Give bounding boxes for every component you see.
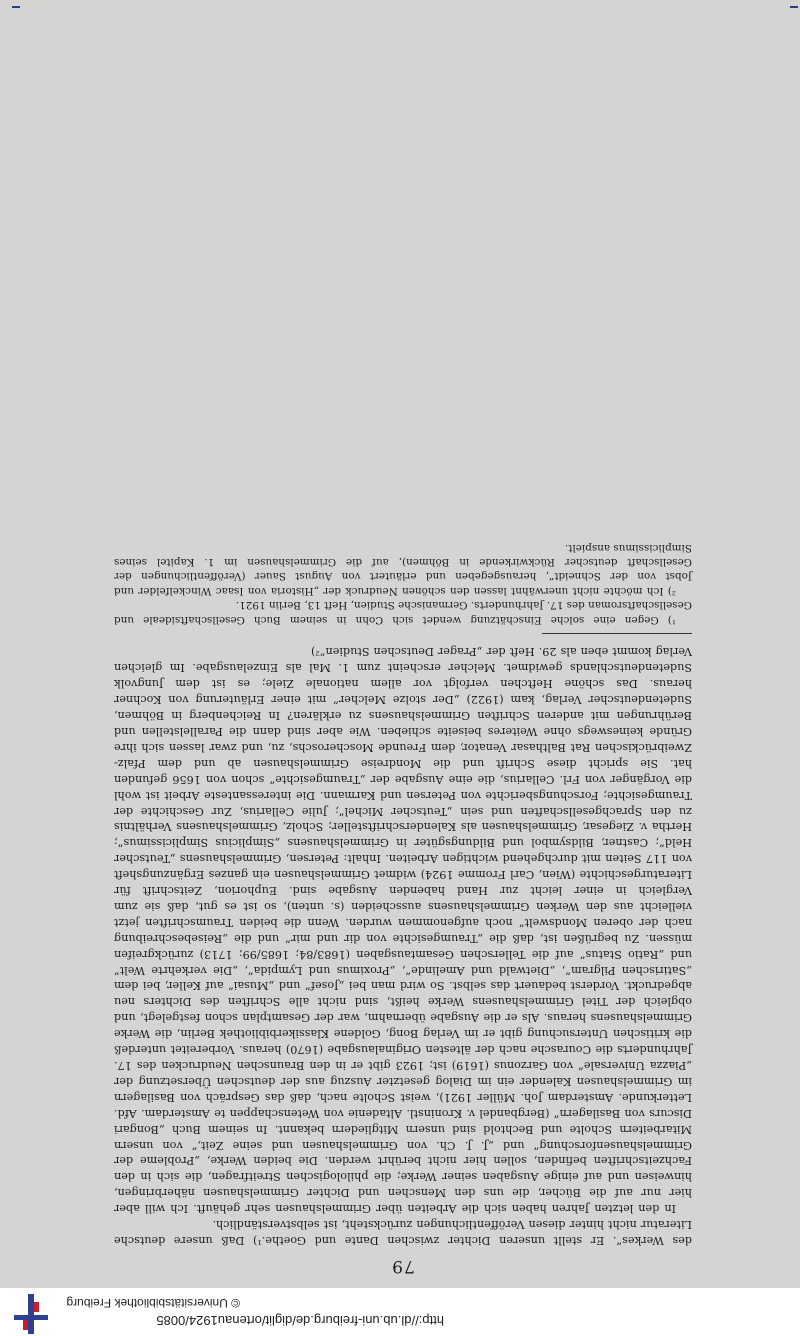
- university-logo-icon: [14, 1294, 48, 1334]
- footnote-rule: [542, 633, 692, 634]
- paragraph: des Werkes“. Er stellt unseren Dichter zwischen Dante und Goethe.¹) Daß unsere deutsche Literatur nicht hinter diesen Veröffentlichungen zurücksteht, ist selbstverständlich.: [114, 1218, 692, 1247]
- footnote: ¹) Gegen eine solche Einschätzung wendet sich Cohn in seinem Buch Gesellschaftsideale und Gesellschaftsroman des 17. Jahrhunderts. Germanische Studien, Heft 13, Berlin 1921.: [114, 599, 692, 626]
- viewer-header: [0, 1288, 800, 1336]
- scan-corner-mark: [790, 6, 798, 8]
- body-text: [114, 644, 692, 1248]
- footnotes: [114, 540, 692, 626]
- paragraph: In den letzten Jahren haben sich die Arbeiten über Grimmelshausen sehr gehäuft. Ich will aber hier nur auf die Bücher, die uns den Menschen und Dichter Grimmelshausen näherbringen, hinweisen und auf einige Ausgaben seiner Werke; die philologischen Streitfragen, die sich in den Fachzeitschriften befinden, sollen hier nicht berührt werden. Die beiden Werke, „Probleme der Grimmelshausenforschung“ und „J. J. Ch. von Grimmelshausen und seine Zeit,“ von unsern Mitarbeitern Scholte und Bechtold sind unsern Mitgliedern bekannt. In seinem Buch „Bongari Discurs von Basilagern“ (Bergbandel v. Kroninstl. Altadenie von Wetenschappen te Amsterdam. Afd. Letterkunde. Amsterdam Joh. Müller 1921), weist Scholte nach, daß das Gespräch von Basilagern im Grimmelshausen Kalender ein im Dialog gesetzter Auszug aus der deutschen Übersetzung der „Piazza Universale“ von Garzonus (1619) ist; 1923 gibt er in den Braunschen Neudrucken des 17. Jahrhunderts die Courasche nach der ältesten Originalausgabe (1670) heraus. Vorbereitet unterdeß die kritischen Untersuchung gibt er im Verlag Bong, Goldene Klassikerbibliothek Berlin, die Werke Grimmelshausens heraus. Als er die Ausgabe übernahm, war der Gesamtplan schon festgelegt, und obgleich der Titel Grimmelshausens Werke heißt, sind nicht alle Schriften des Dichters neu abgedruckt. Vorderst bedauert das selbst. So wird man bei „Josef“ und „Musai“ auf Keller, bei dem „Satirischen Pilgram“, „Dietwald und Amelinde“, „Proximus und Lympida“, „Die verkehrte Welt“ und „Ratio Status“ auf die Tellerschen Gesamtausgaben (1683/84; 1685/99; 1713) zurückgreifen müssen. Zu begrüßen ist, daß die „Traumgesichte von dir und mir“ und die „Reisebeschreibung nach der oberen Mondswelt“ noch aufgenommen wurden. Wenn die beiden Traumschriften jetzt vielleicht aus den Werken Grimmelshausens ausscheiden (s. unten), so ist es gut, daß sie zum Vergleich in einer leicht zur Hand habenden Ausgabe sind. Euphorion, Zeitschrift für Literaturgeschichte (Wien, Carl Fromme 1924) widmet Grimmelshausen ein ganzes Ergänzungsheft von 117 Seiten mit durchgehend wichtigen Arbeiten. Inhalt: Petersen, Grimmelshausens „Teutscher Held“; Castner, Bildsymbol und Bildungsgüter in Grimmelshausens „Simplicius Simplicissimus“; Hertha v. Ziegesar, Grimmelshausen als Kalenderschriftsteller; Scholz, Grimmelshausens Verhältnis zu den Sprachgesellschaften und sein „Teutscher Michel“; Julie Cellarius, Zur Geschichte der Traumgesichte; Forschungsberichte von Petersen und Karmann. Die interessanteste Arbeit ist wohl die Vorgänger von Frl. Cellarius, die eine Ausgabe der „Traumgesichte“ schon von 1656 gefunden hat. Sie spricht diese Schrift und die Mondreise Grimmelshausen ab und dem Pfalz-Zweibrückischen Rat Balthasar Venator, dem Freunde Moscheroschs, zu, und zwar lassen sich ihre Gründe keineswegs ohne Weiteres beiseite schieben. Wie aber sind dann die Parallelstellen und Berührungen mit anderen Schriften Grimmelshausens zu erklären? In Reichenberg in Böhmen, Sudetendeutscher Verlag, kam (1922) „Der stolze Melcher“ mit einer Erläuterung von Kochner heraus. Das schöne Heftchen verfolgt vor allem nationale Ziele; es ist dem Jungvolk Sudetendeutschlands gewidmet. Melcher erscheint zum 1. Mal als Einzelausgabe. Im gleichen Verlag kommt eben als 29. Heft der „Prager Deutschen Studien“²): [114, 645, 692, 1216]
- source-url[interactable]: http://dl.ub.uni-freiburg.de/diglit/ortenau1924/0085: [156, 1313, 444, 1328]
- page-number: 79: [391, 1256, 415, 1276]
- scan-corner-mark: [12, 6, 20, 8]
- footnote: ²) Ich möchte nicht unerwähnt lassen den schönen Neudruck der „Historia von Isaac Winckelfelder und Jobst von der Schneidt“, herausgegeben und erläutert von August Sauer (Veröffentlichungen der Gesellschaft deutscher Rückwirkende in Böhmen), auf die Grimmelshausen im 1. Kapitel seines Simplicissimus anspielt.: [114, 541, 692, 597]
- copyright-notice: © Universitätsbibliothek Freiburg: [66, 1296, 240, 1310]
- document-text: [114, 540, 692, 1276]
